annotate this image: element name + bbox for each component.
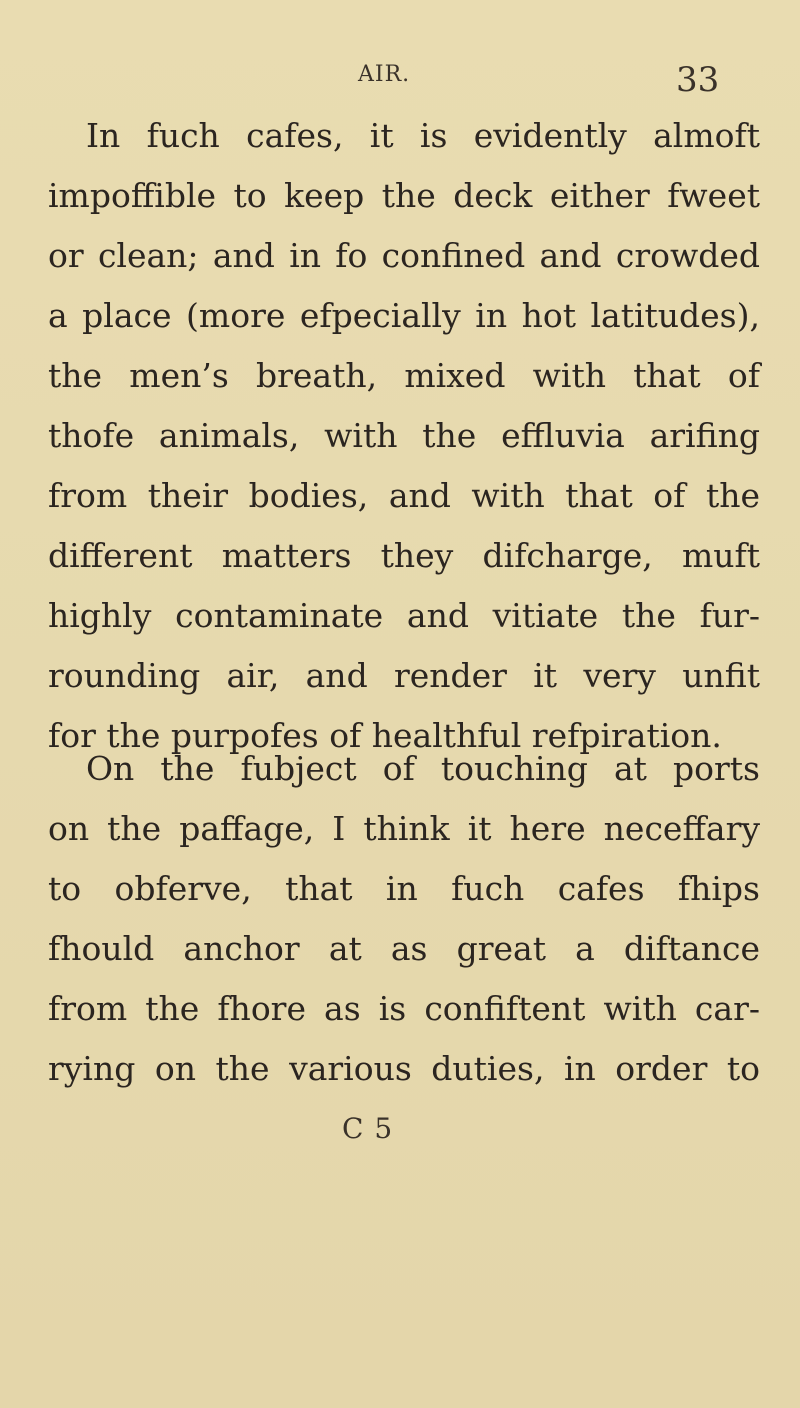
paragraph-1	[48, 106, 760, 766]
text-line: for the purpofes of healthful refpiration.	[48, 716, 722, 755]
page-number: 33	[676, 60, 720, 100]
text-line: rying on the various duties, in order to	[48, 1049, 760, 1088]
text-line: a place (more efpecially in hot latitudes),	[48, 296, 760, 335]
text-line: to obferve, that in fuch cafes fhips	[48, 869, 760, 908]
text-line: or clean; and in fo confined and crowded	[48, 236, 760, 275]
text-line: on the paffage, I think it here neceffary	[48, 809, 760, 848]
text-line: from the fhore as is confiftent with car-	[48, 989, 760, 1028]
text-line: fhould anchor at as great a diftance	[48, 929, 760, 968]
text-line: In fuch cafes, it is evidently almoft	[86, 116, 760, 155]
text-line: thofe animals, with the effluvia arifing	[48, 416, 760, 455]
text-line: the men’s breath, mixed with that of	[48, 356, 760, 395]
text-line: rounding air, and render it very unfit	[48, 656, 760, 695]
signature-mark: C 5	[342, 1112, 394, 1145]
text-line: impoffible to keep the deck either fweet	[48, 176, 760, 215]
paragraph-2	[48, 739, 760, 1099]
text-line: from their bodies, and with that of the	[48, 476, 760, 515]
text-line: On the fubject of touching at ports	[86, 749, 760, 788]
text-line: different matters they difcharge, muft	[48, 536, 760, 575]
running-head: AIR.	[358, 62, 411, 87]
text-line: highly contaminate and vitiate the fur-	[48, 596, 760, 635]
